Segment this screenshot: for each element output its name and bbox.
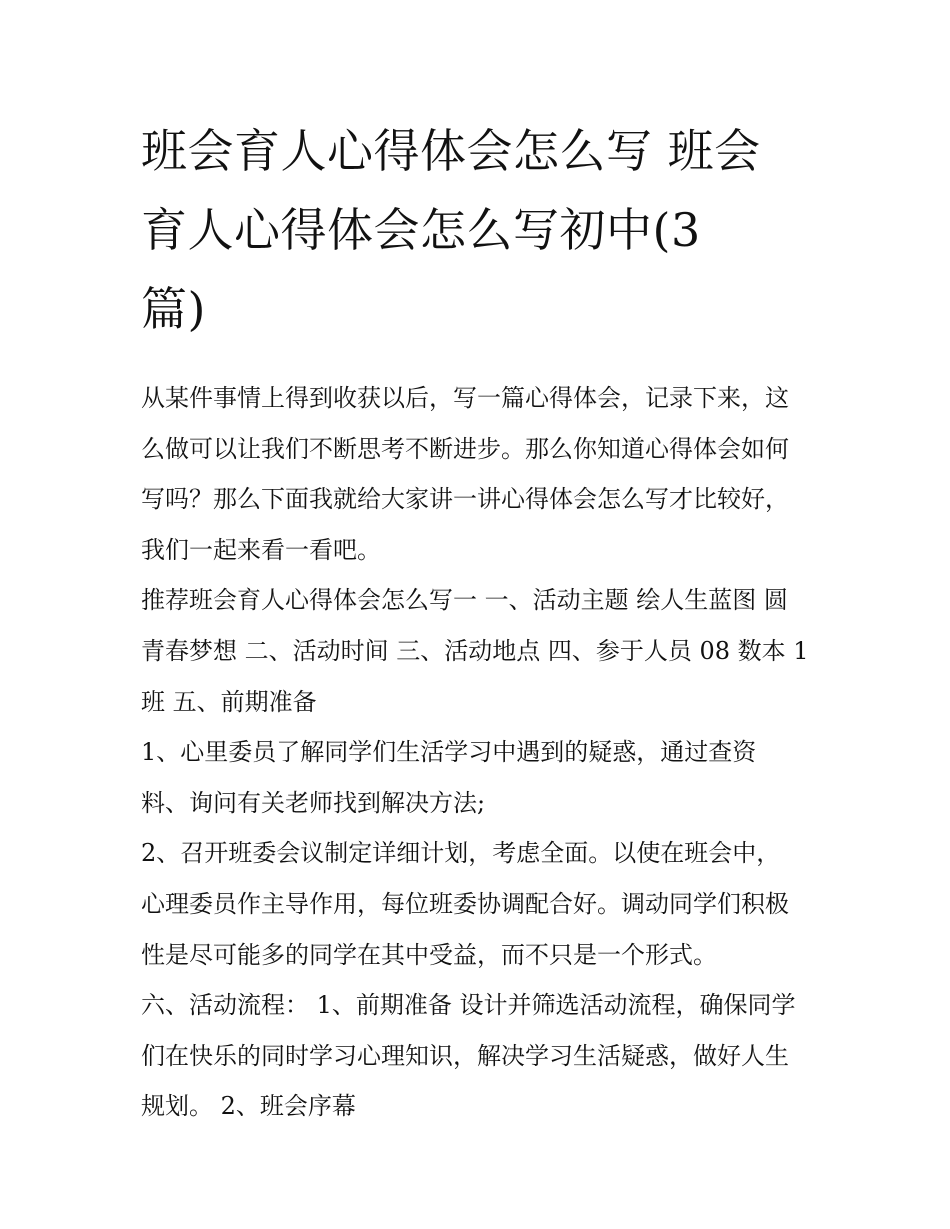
text-line: 1、心里委员了解同学们生活学习中遇到的疑惑，通过查资 xyxy=(141,738,757,767)
title-line: 育人心得体会怎么写初中(3 xyxy=(141,203,701,257)
text-line: 青春梦想 二、活动时间 三、活动地点 四、参于人员 08 数本 1 xyxy=(141,636,809,665)
text-line: 么做可以让我们不断思考不断进步。那么你知道心得体会如何 xyxy=(141,434,789,463)
document-content xyxy=(141,112,813,1132)
text-line: 班 五、前期准备 xyxy=(141,687,317,716)
title-line: 班会育人心得体会怎么写 班会 xyxy=(141,124,761,178)
document-title xyxy=(141,112,813,349)
text-line: 我们一起来看一看吧。 xyxy=(141,535,381,564)
text-line: 性是尽可能多的同学在其中受益，而不只是一个形式。 xyxy=(141,940,717,969)
text-line: 推荐班会育人心得体会怎么写一 一、活动主题 绘人生蓝图 圆 xyxy=(141,586,788,615)
preparation-item-1 xyxy=(141,727,813,828)
text-line: 心理委员作主导作用，每位班委协调配合好。调动同学们积极 xyxy=(141,889,789,918)
text-line: 2、召开班委会议制定详细计划，考虑全面。以使在班会中， xyxy=(141,839,781,868)
title-line: 篇) xyxy=(141,282,206,336)
text-line: 六、活动流程： 1、前期准备 设计并筛选活动流程，确保同学 xyxy=(141,991,796,1020)
text-line: 从某件事情上得到收获以后，写一篇心得体会，记录下来，这 xyxy=(141,384,789,412)
activity-overview-paragraph xyxy=(141,575,813,727)
intro-paragraph xyxy=(141,373,813,575)
text-line: 们在快乐的同时学习心理知识，解决学习生活疑惑，做好人生 xyxy=(141,1041,789,1070)
text-line: 写吗？那么下面我就给大家讲一讲心得体会怎么写才比较好， xyxy=(141,485,789,514)
text-line: 规划。 2、班会序幕 xyxy=(141,1092,356,1121)
preparation-item-2 xyxy=(141,828,813,980)
document-body xyxy=(141,373,813,1132)
activity-process-paragraph xyxy=(141,980,813,1132)
text-line: 料、询问有关老师找到解决方法; xyxy=(141,788,486,817)
